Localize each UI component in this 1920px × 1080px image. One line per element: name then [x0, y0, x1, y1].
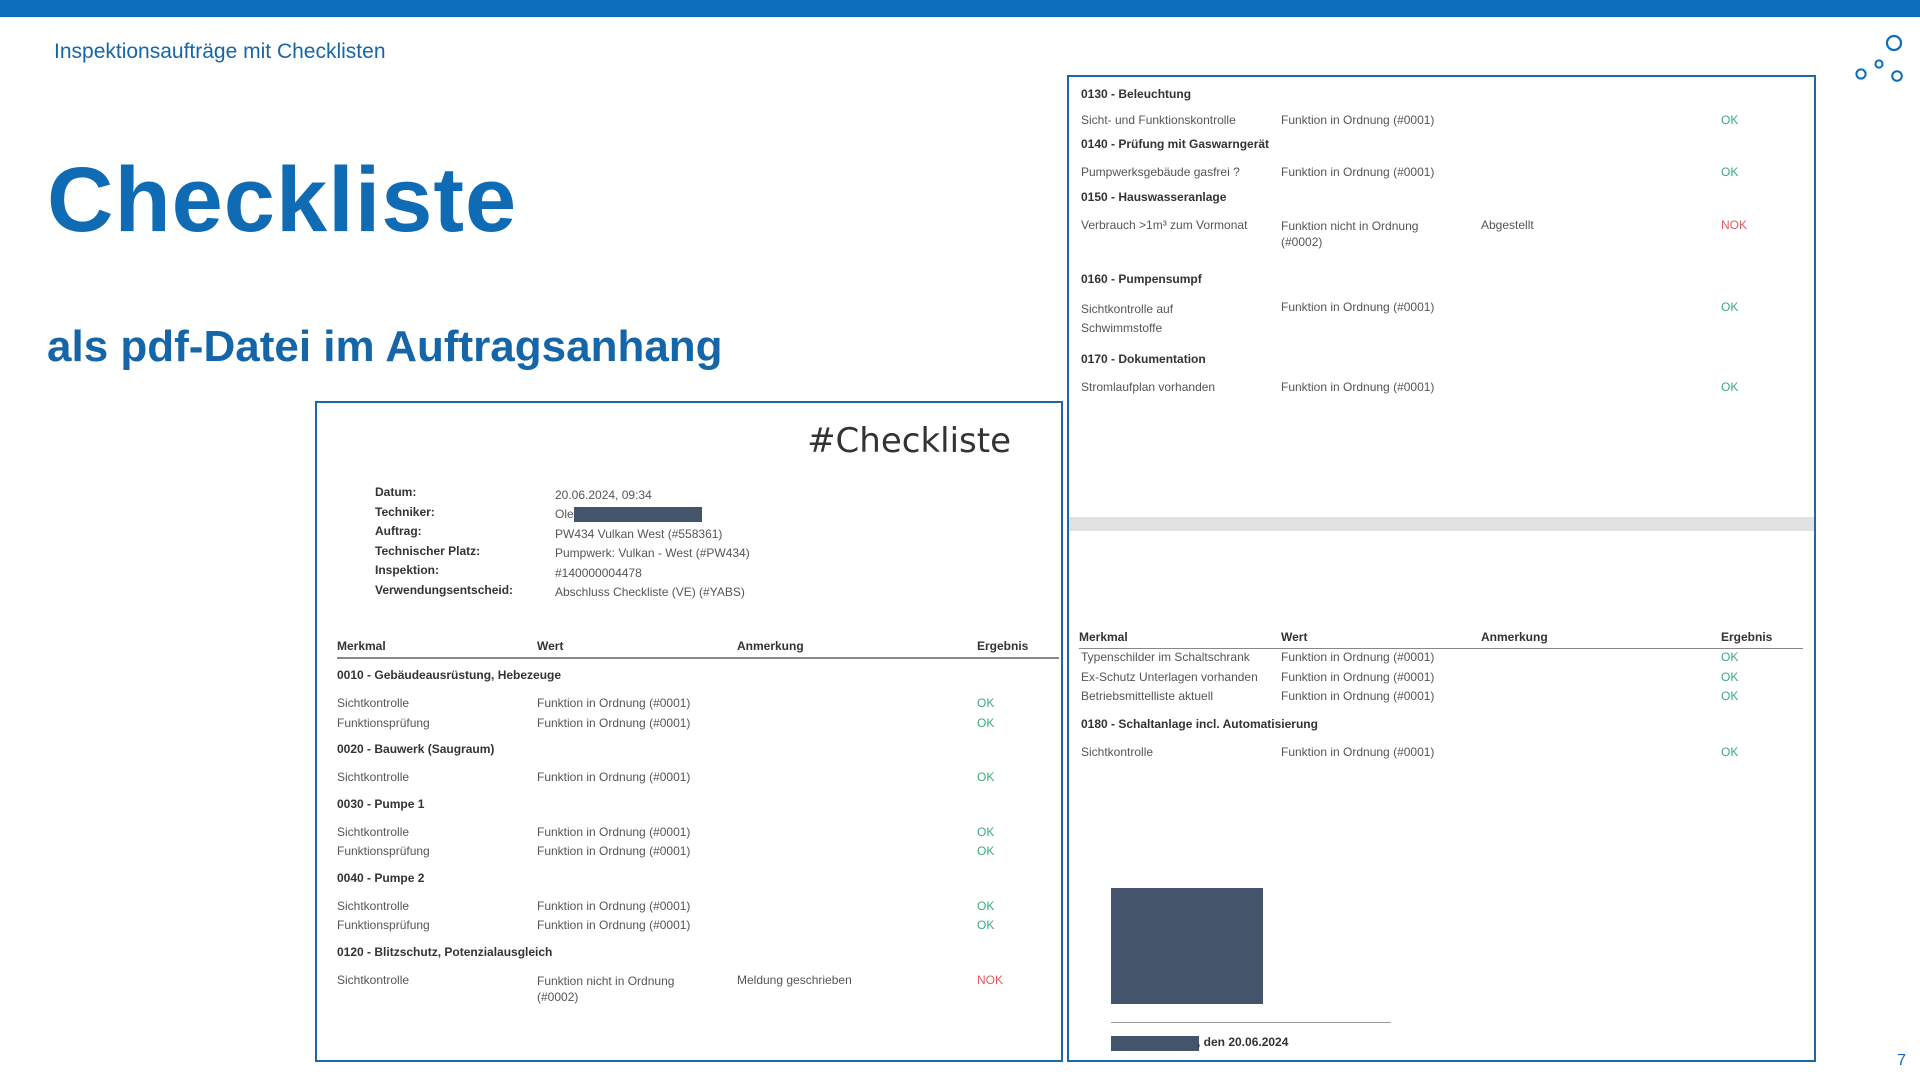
table-row	[337, 696, 1059, 716]
section-title: 0180 - Schaltanlage incl. Automatisierung	[1081, 716, 1318, 731]
cell-wert: Funktion in Ordnung (#0001)	[1281, 300, 1435, 314]
meta-label: Techniker:	[375, 504, 435, 519]
cell-merkmal: Verbrauch >1m³ zum Vormonat	[1081, 218, 1248, 232]
checklist-pdf-page-1	[315, 401, 1063, 1062]
cell-ergebnis: OK	[1721, 113, 1739, 127]
cell-ergebnis: OK	[1721, 300, 1739, 314]
table-header	[337, 639, 1059, 659]
cell-ergebnis: OK	[977, 918, 995, 932]
cell-merkmal: Sichtkontrolle	[337, 770, 410, 784]
cell-wert: Funktion in Ordnung (#0001)	[1281, 380, 1435, 394]
meta-row	[375, 524, 750, 544]
col-merkmal: Merkmal	[337, 639, 386, 653]
col-merkmal: Merkmal	[1079, 630, 1128, 644]
section-title: 0130 - Beleuchtung	[1081, 87, 1192, 101]
cell-ergebnis: OK	[977, 824, 995, 839]
cell-ergebnis: OK	[977, 898, 995, 913]
cell-ergebnis: OK	[977, 696, 995, 710]
cell-merkmal: Ex-Schutz Unterlagen vorhanden	[1081, 669, 1258, 684]
cell-merkmal: Typenschilder im Schaltschrank	[1081, 650, 1250, 664]
section-label: Inspektionsaufträge mit Checklisten	[54, 40, 386, 63]
cell-merkmal: Funktionsprüfung	[337, 844, 430, 858]
cell-wert: Funktion nicht in Ordnung (#0002)	[537, 973, 675, 1004]
cell-anmerkung: Meldung geschrieben	[737, 972, 852, 987]
table-row	[337, 918, 1059, 938]
meta-row	[375, 583, 750, 603]
cell-merkmal: Sicht- und Funktionskontrolle	[1081, 113, 1236, 127]
meta-value: 20.06.2024, 09:34	[555, 487, 652, 502]
section-title: 0120 - Blitzschutz, Potenzialausgleich	[337, 944, 553, 959]
table-row	[1079, 689, 1803, 709]
cell-merkmal: Pumpwerksgebäude gasfrei ?	[1081, 165, 1240, 179]
cell-merkmal: Sichtkontrolle	[337, 824, 410, 839]
cell-wert: Funktion nicht in Ordnung (#0002)	[1281, 219, 1419, 249]
cell-ergebnis: OK	[977, 844, 995, 858]
signature-line	[1111, 1022, 1391, 1023]
cell-merkmal: Betriebsmittelliste aktuell	[1081, 689, 1214, 703]
cell-wert: Funktion in Ordnung (#0001)	[537, 898, 691, 913]
col-wert: Wert	[1281, 630, 1308, 644]
table-row	[1081, 300, 1801, 348]
cell-merkmal: Sichtkontrolle	[337, 972, 410, 987]
meta-label: Datum:	[375, 485, 417, 499]
table-row	[337, 716, 1059, 736]
table-row	[1079, 745, 1803, 765]
table-row	[337, 770, 1059, 790]
page-title: Checkliste	[47, 149, 518, 251]
cell-wert: Funktion in Ordnung (#0001)	[537, 824, 691, 839]
table-row	[337, 825, 1059, 845]
meta-value: Abschluss Checkliste (VE) (#YABS)	[555, 585, 745, 600]
section-title: 0140 - Prüfung mit Gaswarngerät	[1081, 137, 1270, 151]
meta-label: Technischer Platz:	[375, 543, 481, 558]
redacted-signature-block	[1111, 888, 1263, 1004]
redacted-name-block	[574, 507, 702, 522]
meta-value: Pumpwerk: Vulkan - West (#PW434)	[555, 546, 750, 561]
checklist-table-continued	[1079, 630, 1803, 764]
col-ergebnis: Ergebnis	[977, 639, 1029, 653]
cell-wert: Funktion in Ordnung (#0001)	[537, 696, 691, 710]
meta-row	[375, 563, 750, 583]
cell-merkmal: Sichtkontrolle	[337, 898, 410, 913]
cell-ergebnis: OK	[1721, 650, 1739, 664]
cell-merkmal: Sichtkontrolle	[1081, 744, 1154, 759]
section-title: 0150 - Hauswasseranlage	[1081, 190, 1227, 204]
cell-ergebnis: OK	[977, 770, 995, 784]
section-title: 0020 - Bauwerk (Saugraum)	[337, 742, 495, 756]
checklist-heading: #Checkliste	[807, 421, 1011, 461]
meta-row	[375, 505, 750, 525]
section-title: 0170 - Dokumentation	[1081, 352, 1206, 366]
meta-value: #140000004478	[555, 565, 642, 580]
redacted-place-block	[1111, 1036, 1199, 1051]
meta-label: Inspektion:	[375, 563, 440, 577]
cell-anmerkung: Abgestellt	[1481, 218, 1534, 232]
table-row	[1079, 650, 1803, 670]
cell-ergebnis: OK	[1721, 380, 1739, 394]
page-number: 7	[1897, 1052, 1906, 1069]
col-anmerkung: Anmerkung	[1481, 630, 1548, 644]
cell-ergebnis: OK	[1721, 165, 1739, 179]
table-header	[1079, 630, 1803, 649]
section-title: 0030 - Pumpe 1	[337, 796, 425, 811]
cell-wert: Funktion in Ordnung (#0001)	[537, 770, 691, 784]
cell-ergebnis: OK	[1721, 669, 1739, 684]
cell-ergebnis: NOK	[977, 972, 1004, 987]
table-row	[337, 899, 1059, 919]
section-title: 0040 - Pumpe 2	[337, 870, 425, 885]
section-title: 0160 - Pumpensumpf	[1081, 272, 1202, 286]
cell-wert: Funktion in Ordnung (#0001)	[1281, 669, 1435, 684]
cell-wert: Funktion in Ordnung (#0001)	[1281, 744, 1435, 759]
col-wert: Wert	[537, 639, 564, 653]
cell-wert: Funktion in Ordnung (#0001)	[537, 844, 691, 858]
checklist-pdf-page-2	[1067, 75, 1816, 1062]
table-row	[337, 844, 1059, 864]
table-row	[1079, 670, 1803, 690]
checklist-table-top	[1081, 83, 1801, 400]
meta-value-technician	[555, 505, 702, 525]
cell-wert: Funktion in Ordnung (#0001)	[1281, 113, 1435, 127]
page-break	[1069, 517, 1816, 531]
table-row	[1081, 380, 1801, 400]
col-anmerkung: Anmerkung	[737, 639, 804, 653]
cell-merkmal: Sichtkontrolle auf Schwimmstoffe	[1081, 302, 1174, 335]
meta-value: Ole	[555, 507, 574, 522]
cell-ergebnis: OK	[1721, 689, 1739, 703]
cell-ergebnis: NOK	[1721, 218, 1748, 232]
cell-merkmal: Stromlaufplan vorhanden	[1081, 380, 1216, 394]
meta-value: PW434 Vulkan West (#558361)	[555, 526, 723, 541]
cell-ergebnis: OK	[977, 715, 995, 730]
cell-wert: Funktion in Ordnung (#0001)	[537, 918, 691, 932]
cell-merkmal: Funktionsprüfung	[337, 715, 430, 730]
signature-date: , den 20.06.2024	[1197, 1035, 1289, 1049]
top-accent-bar	[0, 0, 1920, 17]
meta-label: Auftrag:	[375, 524, 422, 538]
col-ergebnis: Ergebnis	[1721, 630, 1773, 644]
cell-ergebnis: OK	[1721, 744, 1739, 759]
table-row	[1081, 218, 1801, 268]
page-subtitle: als pdf-Datei im Auftragsanhang	[47, 322, 723, 371]
cell-wert: Funktion in Ordnung (#0001)	[1281, 689, 1435, 703]
table-row	[337, 973, 1059, 1009]
checklist-table	[337, 639, 1059, 1009]
checklist-meta	[375, 485, 750, 602]
bubbles-logo-icon	[1846, 30, 1906, 86]
cell-wert: Funktion in Ordnung (#0001)	[1281, 650, 1435, 664]
section-title: 0010 - Gebäudeausrüstung, Hebezeuge	[337, 668, 562, 682]
meta-label: Verwendungsentscheid:	[375, 582, 514, 597]
cell-merkmal: Funktionsprüfung	[337, 918, 430, 932]
cell-wert: Funktion in Ordnung (#0001)	[537, 715, 691, 730]
meta-row	[375, 544, 750, 564]
cell-wert: Funktion in Ordnung (#0001)	[1281, 165, 1435, 179]
meta-row	[375, 485, 750, 505]
cell-merkmal: Sichtkontrolle	[337, 696, 410, 710]
